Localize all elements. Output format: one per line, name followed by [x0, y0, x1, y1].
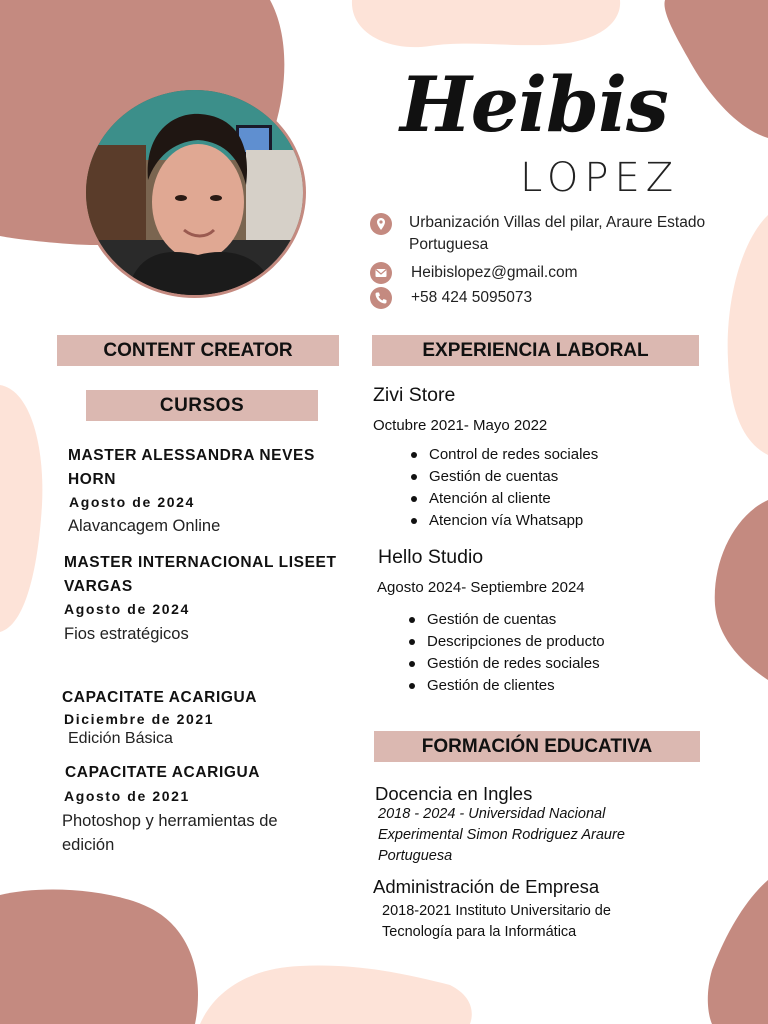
list-item: Descripciones de producto	[407, 631, 605, 653]
job-2-company: Hello Studio	[378, 546, 484, 568]
education-1-degree: Docencia en Ingles	[375, 783, 533, 804]
course-1-date: Agosto de 2024	[69, 494, 195, 510]
blob-right-dark	[715, 500, 768, 680]
job-1-company: Zivi Store	[373, 384, 456, 406]
list-item: Control de redes sociales	[409, 444, 598, 466]
role-title-bar: CONTENT CREATOR	[57, 335, 339, 366]
experience-heading: EXPERIENCIA LABORAL	[372, 335, 699, 366]
course-1-description: Alavancagem Online	[68, 517, 221, 535]
blob-bottom-center	[200, 966, 472, 1024]
location-pin-icon	[370, 213, 392, 235]
address-text: Urbanización Villas del pilar, Araure Estado Portuguesa	[409, 214, 706, 253]
list-item: Gestión de redes sociales	[407, 653, 605, 675]
course-4-date: Agosto de 2021	[64, 788, 190, 804]
course-2-title: MASTER INTERNACIONAL LISEET VARGAS	[64, 554, 337, 595]
list-item: Atencion vía Whatsapp	[409, 510, 598, 532]
mail-icon	[370, 262, 392, 284]
education-heading: FORMACIÓN EDUCATIVA	[374, 731, 700, 762]
courses-heading: CURSOS	[86, 390, 318, 421]
blob-top-center	[352, 0, 620, 47]
blob-left-light	[0, 385, 42, 632]
job-1-dates: Octubre 2021- Mayo 2022	[373, 417, 548, 434]
list-item: Atención al cliente	[409, 488, 598, 510]
course-3-title: CAPACITATE ACARIGUA	[62, 689, 258, 706]
email-link[interactable]: Heibislopez@gmail.com	[411, 264, 578, 281]
profile-photo	[83, 87, 306, 298]
course-4-description: Photoshop y herramientas de edición	[62, 812, 278, 854]
phone-icon	[370, 287, 392, 309]
education-1-details: 2018 - 2024 - Universidad Nacional Experimental Simon Rodriguez Araure Portuguesa	[378, 806, 625, 864]
list-item: Gestión de cuentas	[407, 609, 605, 631]
education-2-details: 2018-2021 Instituto Universitario de Tecnología para la Informática	[382, 903, 611, 940]
last-name: LOPEZ	[520, 155, 680, 201]
course-2-date: Agosto de 2024	[64, 601, 190, 617]
job-2-tasks	[407, 609, 605, 697]
job-1-tasks	[409, 444, 598, 532]
blob-bottom-left	[0, 889, 198, 1024]
course-3-date: Diciembre de 2021	[64, 711, 215, 727]
course-3-description: Edición Básica	[68, 730, 173, 747]
blob-bottom-right	[708, 880, 768, 1024]
course-2-description: Fios estratégicos	[64, 625, 189, 643]
list-item: Gestión de clientes	[407, 675, 605, 697]
course-4-title: CAPACITATE ACARIGUA	[65, 764, 261, 781]
first-name: Heibis	[400, 60, 668, 149]
list-item: Gestión de cuentas	[409, 466, 598, 488]
education-2-degree: Administración de Empresa	[373, 876, 600, 897]
job-2-dates: Agosto 2024- Septiembre 2024	[377, 579, 585, 596]
course-1-title: MASTER ALESSANDRA NEVES HORN	[68, 447, 315, 488]
phone-text: +58 424 5095073	[411, 289, 533, 306]
